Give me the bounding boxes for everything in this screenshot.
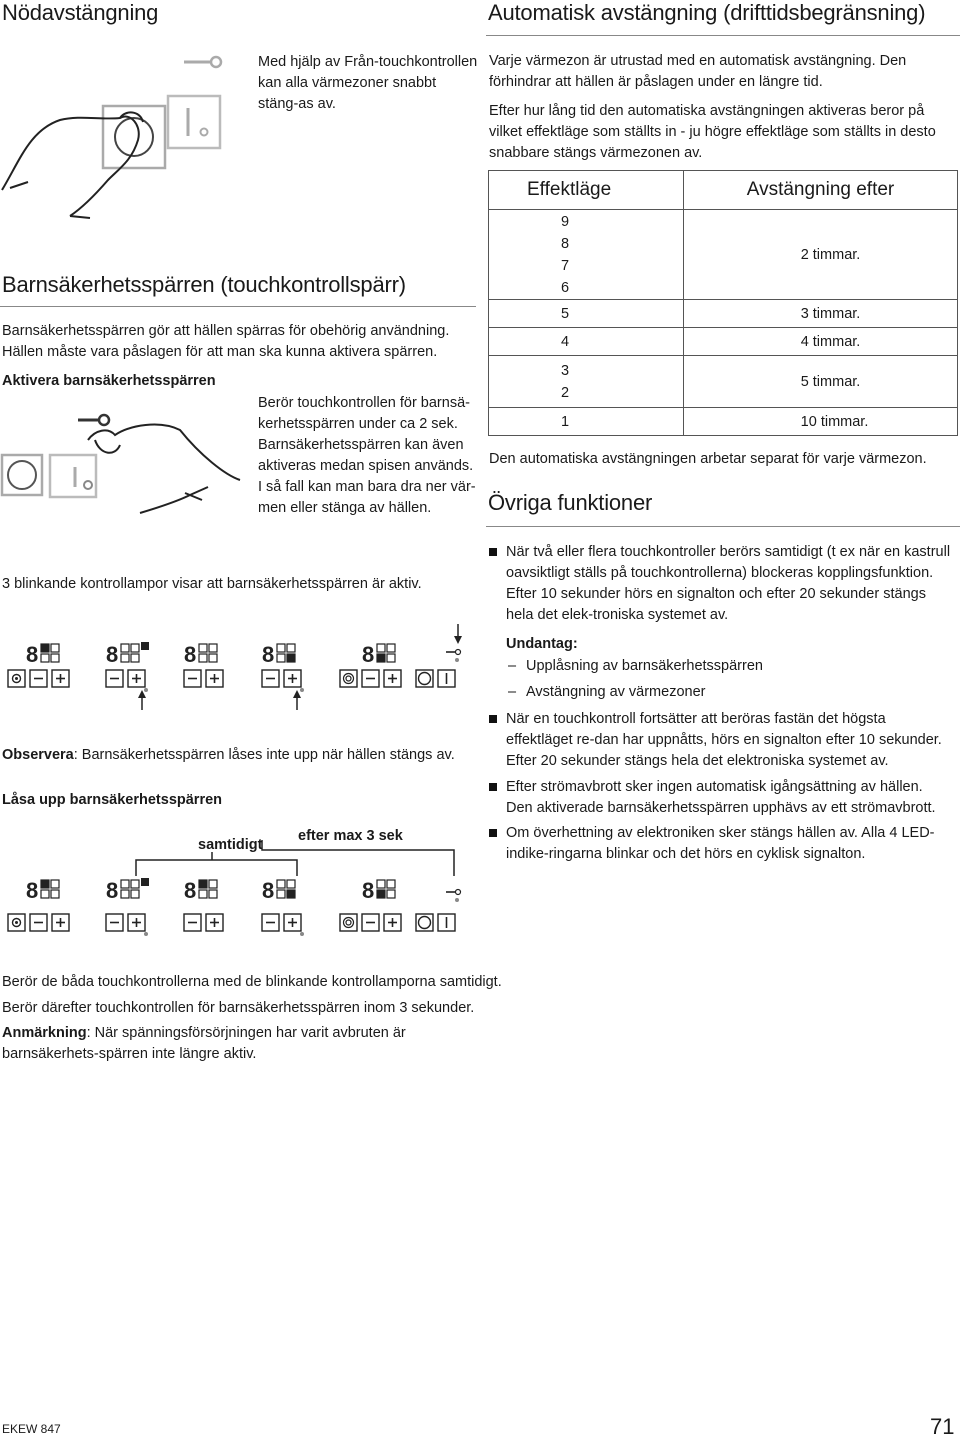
divider [486,526,960,527]
exception-label: Undantag: [506,636,578,652]
observe-note [2,745,455,766]
divider [486,35,960,36]
emergency-off-text: Med hjälp av Från-touchkontrollen kan alla värmezoner snabbt stäng-as av. [258,54,478,112]
unlock-heading: Låsa upp barnsäkerhetsspärren [2,792,223,808]
exception-item: – Avstängning av värmezoner [508,684,706,700]
table-time: 10 timmar. [684,408,958,436]
emergency-off-title: Nödavstängning [2,0,159,25]
bullet-item-3b: Den aktiverade barnsäkerhetsspärren upphävs av ett strömavbrott. [506,800,936,816]
exception-item: – Upplåsning av barnsäkerhetsspärren [508,658,763,674]
power-note [2,1023,470,1065]
table-level: 3 2 [489,356,684,408]
table-level: 5 [489,300,684,328]
table-time: 5 timmar. [684,356,958,408]
table-row [489,408,958,436]
page-number: 71 [930,1414,955,1439]
bullet-item-3a: Efter strömavbrott sker ingen automatisk igångsättning av hällen. [506,779,923,795]
bullet-item-2: När en touchkontroll fortsätter att beröras fastän det högsta effektläget re-dan har uppnåtts, hörs en signalton efter 10 sekunder. Efter 20 sekunder stängs hela det elektroniska systemet av. [506,711,942,769]
emergency-off-illustration [0,40,250,240]
note-text: : När spänningsförsörjningen har varit avbruten är barnsäkerhets-spärren inte längre aktiv. [2,1025,406,1062]
auto-off-title: Automatisk avstängning (drifttidsbegränsning) [488,0,926,25]
observe-text: : Barnsäkerhetsspärren låses inte upp när hällen stängs av. [73,747,455,763]
table-time: 2 timmar. [684,210,958,300]
control-panel-active [0,622,470,712]
bullet-icon [489,548,497,556]
observe-label: Observera [2,747,74,763]
note-label: Anmärkning [2,1025,87,1041]
svg-text:8: 8 [362,878,375,903]
bullet-icon [489,783,497,791]
bullet-item-4: Om överhettning av elektroniken sker stängs hällen av. Alla 4 LED-indike-ringarna blinkar och det hörs en cyklisk signalton. [506,825,935,862]
other-functions-title: Övriga funktioner [488,490,653,515]
control-panel-unlock [0,870,470,940]
table-row [489,328,958,356]
model-number: EKEW 847 [2,1422,61,1436]
svg-text:8: 8 [362,642,375,667]
child-lock-title: Barnsäkerhetsspärren (touchkontrollspärr) [2,272,406,297]
table-header-level: Effektläge [489,171,684,210]
table-row [489,356,958,408]
activate-illustration [0,395,250,535]
table-time: 4 timmar. [684,328,958,356]
table-level: 1 [489,408,684,436]
table-row [489,300,958,328]
activate-text: Berör touchkontrollen för barnsä-kerhetsspärren under ca 2 sek. Barnsäkerhetsspärren kan även aktiveras medan spisen används. I så fall kan man bara dra ner vär-men eller stänga av hällen. [258,395,476,516]
svg-text:8: 8 [184,642,197,667]
exception-text: Upplåsning av barnsäkerhetsspärren [526,658,763,674]
exception-text: Avstängning av värmezoner [526,684,706,700]
divider [0,306,476,307]
table-level: 9 8 7 6 [489,210,684,300]
bullet-item-1: När två eller flera touchkontroller berörs samtidigt (t ex när en kastrull oavsiktligt ställs på touchkontrollerna) blockeras kopplingsfunktion. Efter 10 sekunder hörs en signalton och efter 20 sekunder stängs hela det elek-troniska systemet av. [506,544,951,623]
label-after-3-sec: efter max 3 sek [298,828,403,844]
label-simultaneous: samtidigt [198,837,263,853]
power-level-table [488,170,958,436]
svg-text:8: 8 [262,642,275,667]
svg-text:8: 8 [106,878,119,903]
table-level: 4 [489,328,684,356]
svg-text:8: 8 [26,642,39,667]
blink-text: 3 blinkande kontrollampor visar att barnsäkerhetsspärren är aktiv. [2,576,422,592]
unlock-text-1: Berör de båda touchkontrollerna med de blinkande kontrollamporna samtidigt. [2,974,502,990]
bullet-icon [489,829,497,837]
table-header-off: Avstängning efter [684,171,958,210]
table-time: 3 timmar. [684,300,958,328]
svg-text:8: 8 [106,642,119,667]
table-note: Den automatiska avstängningen arbetar separat för varje värmezon. [489,451,927,467]
svg-text:8: 8 [26,878,39,903]
auto-off-p2: Efter hur lång tid den automatiska avstängningen aktiveras beror på vilket effektläge som ställts in - ju högre effektläge som ställts in desto snabbare stängs värmezonen av. [489,103,936,161]
svg-text:8: 8 [262,878,275,903]
activate-heading: Aktivera barnsäkerhetsspärren [2,373,216,389]
table-row [489,210,958,300]
unlock-text-2: Berör därefter touchkontrollen för barnsäkerhetsspärren inom 3 sekunder. [2,1000,475,1016]
auto-off-p1: Varje värmezon är utrustad med en automatisk avstängning. Den förhindrar att hällen är påslagen under en längre tid. [489,53,907,90]
child-lock-intro: Barnsäkerhetsspärren gör att hällen spärras för obehörig användning. Hällen måste vara påslagen för att man ska kunna aktivera spärren. [2,323,450,360]
bullet-icon [489,715,497,723]
svg-text:8: 8 [184,878,197,903]
